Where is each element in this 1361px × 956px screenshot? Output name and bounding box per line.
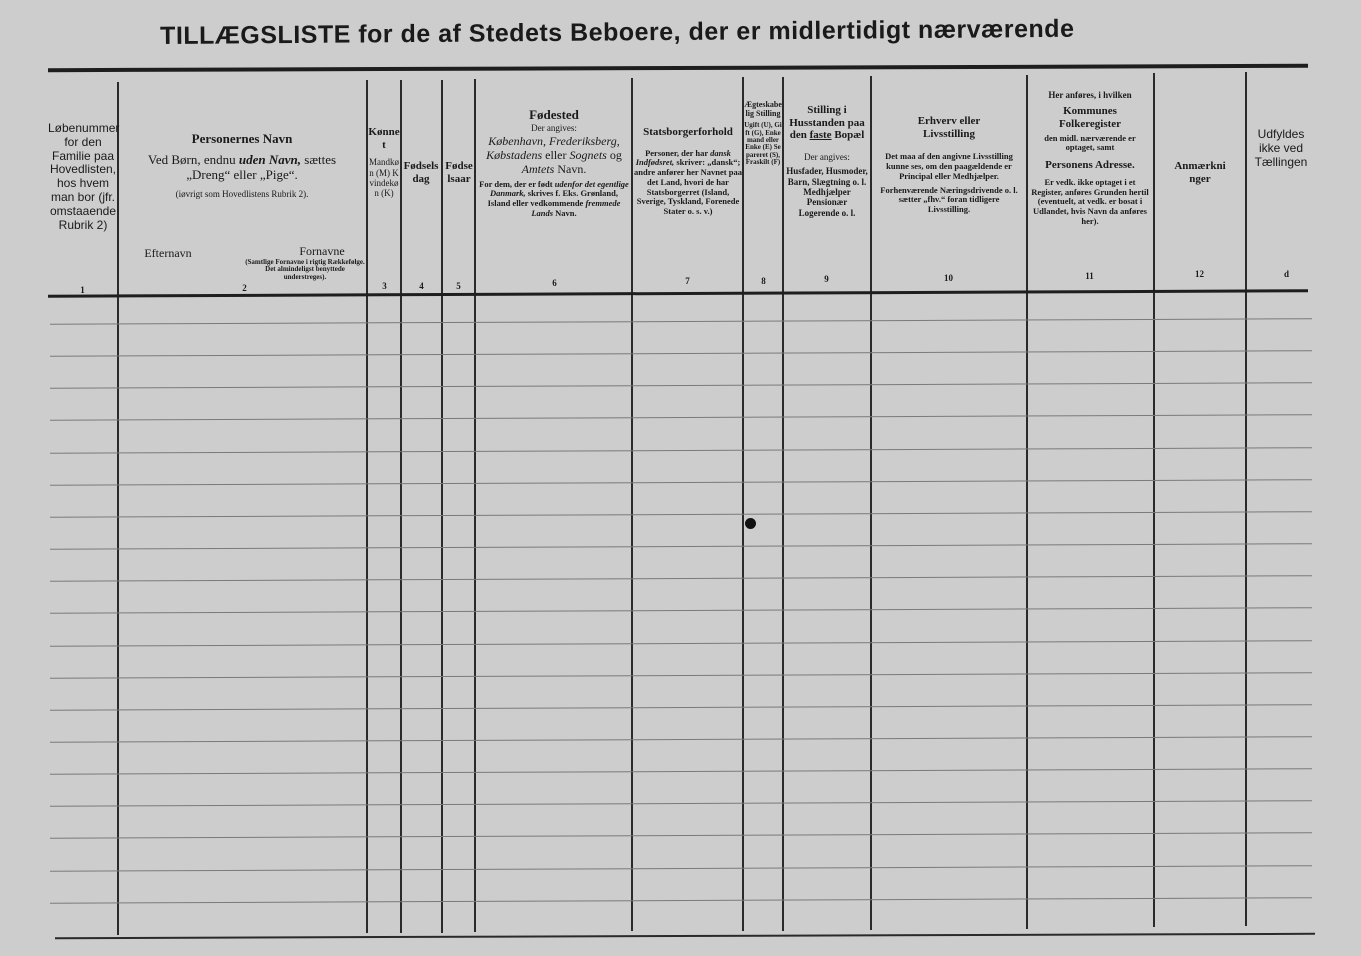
col13-header: Udfyldes ikke ved Tællingen	[1254, 127, 1308, 169]
col9-text: Husfader, Husmoder, Barn, Slægtning o. l. Medhjælper Pensionær Logerende o. l.	[786, 166, 868, 218]
col9-heading-post: Bopæl	[834, 129, 865, 142]
entry-line	[50, 768, 1312, 775]
col7-text-italic: dansk Indfødsret,	[635, 147, 731, 168]
col10-text2: Forhenværende Næringsdrivende o. l. sætter „fhv.“ foran tidligere Livsstilling.	[880, 184, 1018, 215]
col2-number: 2	[242, 283, 247, 293]
col3-header	[368, 126, 400, 199]
col2-sub-right-note: (Samtlige Fornavne i rigtig Rækkefølge. Det almindeligst benyttede understreges).	[245, 258, 365, 281]
entry-line	[50, 447, 1312, 454]
col5-number: 5	[456, 281, 461, 291]
col6-header	[478, 108, 630, 219]
col6-italic1: København, Frederiksberg, Købstadens	[486, 134, 620, 163]
col6-mid2: og	[609, 148, 622, 163]
entry-line	[50, 865, 1312, 872]
col9-heading	[786, 104, 868, 142]
col7-text	[634, 149, 742, 217]
col9-heading-pre: Stilling i Husstanden paa den	[789, 104, 865, 142]
col1-header	[48, 122, 118, 232]
col13-number: d	[1283, 269, 1289, 279]
col8-number: 8	[761, 276, 766, 286]
col2-sub-left: Efternavn	[144, 246, 192, 260]
col11-sub: den midl. nærværende er optaget, samt	[1044, 132, 1136, 153]
col6-text2	[478, 180, 630, 219]
col6-main	[478, 135, 630, 176]
col6-text2-pre: For dem, der er født	[479, 178, 553, 189]
col1-text: Løbenummer for den Familie paa Hovedlisten, hos hvem man bor (jfr. omstaaende Rubrik 2)	[48, 121, 120, 232]
col11-heading2: Personens Adresse.	[1045, 159, 1135, 172]
entry-line	[50, 511, 1312, 518]
entry-line	[50, 383, 1312, 390]
entry-line	[50, 479, 1312, 486]
col6-post3: Navn.	[557, 161, 587, 176]
col1-number: 1	[80, 285, 85, 295]
col2-line1-pre: Ved Børn, endnu	[147, 151, 236, 167]
col6-text2-italic2: fremmede Lands	[531, 198, 621, 218]
col12-number: 12	[1195, 269, 1204, 279]
entry-line	[50, 800, 1312, 807]
col10-heading: Erhverv eller Livsstilling	[917, 115, 981, 140]
divider-12	[1245, 72, 1247, 926]
col2-line1-italic: uden Navn,	[238, 151, 302, 167]
col12-header: Anmærkninger	[1174, 160, 1226, 185]
col2-line2: „Dreng“ eller „Pige“.	[186, 166, 298, 182]
top-rule	[48, 64, 1308, 72]
col6-post1: eller	[545, 148, 567, 163]
col8-header	[744, 100, 782, 166]
col2-line1-post: sættes	[304, 151, 337, 167]
entry-line	[50, 672, 1312, 679]
col4-header: Fødselsdag	[403, 160, 439, 185]
entry-line	[50, 350, 1312, 357]
col6-number: 6	[552, 278, 557, 288]
col9-heading-underlined: faste	[809, 129, 832, 142]
col10-number: 10	[944, 273, 953, 283]
col6-sub: Der angives:	[531, 122, 577, 133]
col6-heading: Fødested	[529, 107, 579, 122]
entry-line	[50, 543, 1312, 550]
entry-line	[50, 833, 1312, 840]
col5-header: Fødselsaar	[445, 160, 473, 185]
col7-text-pre: Personer, der har	[645, 147, 708, 158]
col6-text2-italic: udenfor det egentlige Danmark,	[489, 178, 629, 199]
entry-line	[50, 704, 1312, 711]
ink-blot	[745, 518, 756, 529]
col10-text1: Det maa af den angivne Livsstilling kunne ses, om den paagældende er Principal eller Medhjælper.	[885, 151, 1013, 181]
col2-header	[122, 132, 362, 199]
divider-4	[441, 80, 443, 933]
col3-number: 3	[382, 281, 387, 291]
entry-line	[50, 415, 1312, 422]
col8-text: Ugift (U), Gift (G), Enkemand eller Enke (E) Separeret (S), Fraskilt (F)	[744, 121, 782, 167]
col3-heading: Kønnet	[368, 126, 400, 151]
col9-sub: Der angives:	[804, 151, 850, 162]
col11-number: 11	[1085, 271, 1094, 281]
bottom-rule	[55, 933, 1315, 939]
col9-number: 9	[824, 274, 829, 284]
col6-italic3: Amtets	[521, 161, 555, 176]
col11-text: Er vedk. ikke optaget i et Register, anføres Grunden hertil (eventuelt, at vedk. er bosat i Udlandet, hvis Navn da anføres her).	[1031, 176, 1149, 226]
col2-line1	[122, 153, 362, 168]
col2-sub-right: Fornavne	[299, 244, 345, 258]
entry-line	[50, 640, 1312, 647]
entry-line	[50, 318, 1312, 325]
col10-header	[878, 115, 1020, 215]
col4-number: 4	[419, 281, 424, 291]
col7-header	[634, 126, 742, 217]
col6-text2-post: skrives f. Eks. Grønland, Island eller vedkommende	[487, 188, 618, 209]
col9-header	[786, 104, 868, 218]
col3-text: Mandkøn (M) Kvindekøn (K)	[369, 157, 399, 199]
col2-heading: Personernes Navn	[191, 131, 293, 146]
col6-text2-end: Navn.	[555, 207, 577, 218]
col7-text-post: skriver: „dansk“; andre anfører her Navnet paa det Land, hvori de har Statsborgerret (Island, Sverige, Tyskland, Forenede Stater o. s. v.)	[634, 157, 742, 217]
col7-number: 7	[685, 276, 690, 286]
divider-11	[1153, 73, 1155, 927]
entry-line	[50, 736, 1312, 743]
entry-line	[50, 575, 1312, 582]
col6-italic2: Sognets	[569, 148, 607, 163]
col11-header	[1030, 90, 1150, 227]
col11-top: Her anføres, i hvilken	[1048, 90, 1132, 100]
col7-heading: Statsborgerforhold	[643, 126, 733, 138]
entry-line	[50, 897, 1312, 904]
col11-heading: Kommunes Folkeregister	[1058, 105, 1122, 130]
col2-note: (iøvrigt som Hovedlistens Rubrik 2).	[175, 188, 309, 199]
form-title: TILLÆGSLISTE for de af Stedets Beboere, der er midlertidigt nærværende	[160, 14, 1075, 50]
entry-line	[50, 608, 1312, 615]
col8-heading: Ægteskabelig Stilling	[744, 100, 782, 119]
